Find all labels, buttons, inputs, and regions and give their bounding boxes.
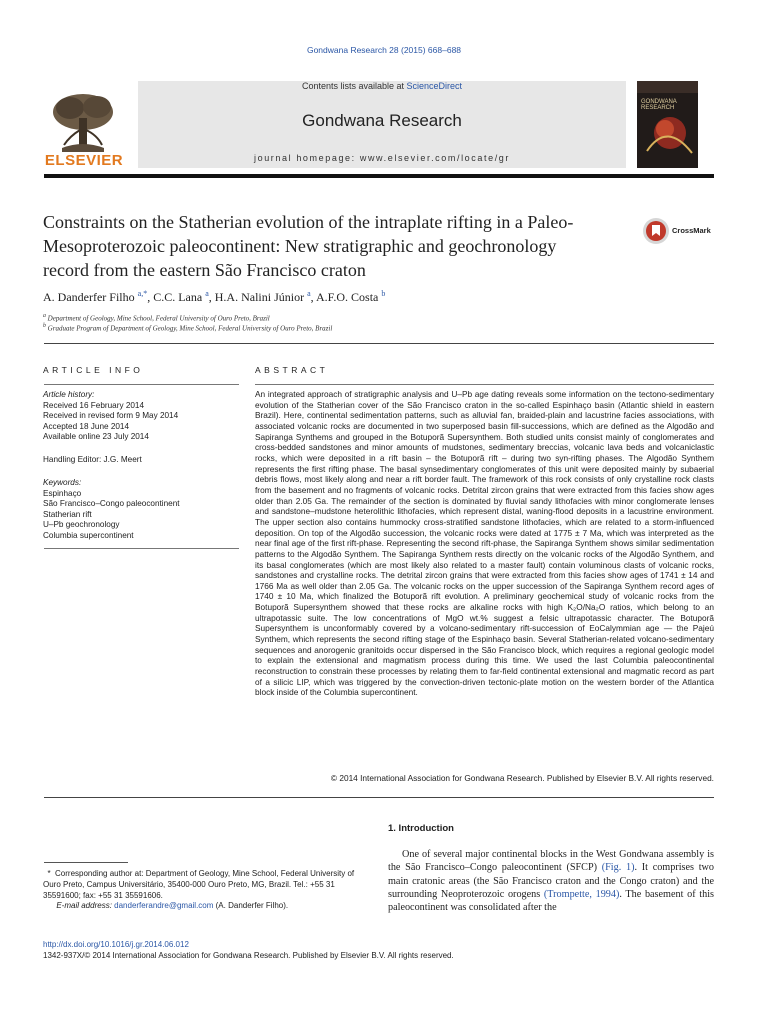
article-info-heading: ARTICLE INFO bbox=[43, 365, 144, 375]
paper-title: Constraints on the Statherian evolution of the intraplate rifting in a Paleo-Mesoproterozoic paleocontinent: New stratigraphic and geochronology record from the eastern São Francisco craton bbox=[43, 212, 574, 280]
abstract-rule bbox=[255, 384, 714, 385]
keywords bbox=[43, 478, 243, 541]
affiliation-mark: a bbox=[43, 313, 46, 319]
affiliation-a bbox=[43, 313, 270, 322]
issn-line: 1342-937X/© 2014 International Association for Gondwana Research. Published by Elsevier B.V. All rights reserved. bbox=[43, 951, 454, 960]
keyword: U–Pb geochronology bbox=[43, 520, 120, 529]
author-name[interactable]: A.F.O. Costa bbox=[316, 290, 379, 304]
email-suffix: (A. Danderfer Filho). bbox=[213, 901, 289, 911]
doi-link[interactable]: http://dx.doi.org/10.1016/j.gr.2014.06.012 bbox=[43, 940, 189, 949]
author-affiliation-mark[interactable]: b bbox=[381, 289, 386, 298]
header-divider bbox=[44, 174, 714, 178]
handling-editor: Handling Editor: J.G. Meert bbox=[43, 455, 142, 464]
keyword: Columbia supercontinent bbox=[43, 530, 134, 540]
introduction-heading: 1. Introduction bbox=[388, 823, 454, 834]
section-divider bbox=[44, 797, 714, 798]
author-affiliation-mark[interactable]: a bbox=[205, 289, 209, 298]
corresponding-author-footnote bbox=[43, 869, 373, 912]
history-item: Accepted 18 June 2014 bbox=[43, 421, 130, 431]
intro-text: . It comprises two main cratonic areas (the São Francisco craton and the Congo craton) and the surrounding Neoproterozoic orogens bbox=[388, 862, 714, 900]
author-name[interactable]: A. Danderfer Filho bbox=[43, 290, 135, 304]
abstract-text: An integrated approach of stratigraphic analysis and U–Pb age dating reveals some information on the tectono-sedimentary evolution of the Statherian cover of the São Francisco craton in the so-called Espinhaço basin (Atlantic shield in eastern Brazil). Here, continental sedimentation patterns, such as alluvial fan, braided-plain and lacustrine facies associations, with associated volcanic rocks are documented in two superposed basin fill-successions, which are defined as the Algodão and Sapiranga Synthems and grouped in the Botuporã Supersynthem. Both studied units consist mainly of conglomerates and cross-bedded sandstones and minor amounts of mudstones, sedimentary breccias, volcanic lava beds and volcaniclastic rocks, which were deposited in a rift basin – the Botuporã rift – during two syn-rifting phases. The Algodão Synthem represents the first rifting phase. The basal synsedimentary conglomerates of this unit were deposited mainly by subaerial debris flows, most likely along and near a rift border fault. The framework of this rock consists of only crystalline rock clasts from the basement and no fragments of volcanic rocks. Detrital zircon grains that were extracted from this facies show ages older than 2.05 Ga. The remainder of the section is dominated by fluvial sandy lithofacies with minor conglomerate lenses and sandstone–mudstone heterolithic lithofacies, which represent distal, waning-flood deposits in a lacustrine environment. The upper section also contains hummocky cross-stratified sandstone lithofacies, which are related to a storm-influenced deposition. On top of the Algodão succession, the volcanic rocks were dated at 1775 ± 7 Ma, which was interpreted as the near final age of the first rift-phase. Representing the second rift-phase, the Sapiranga Synthem shows similar sedimentation patterns to the Algodão Synthem. The Sapiranga Synthem rests directly on the volcanic rocks of the Algodão Synthem, and its basal conglomerates (which are most likely also related to a master fault) contain voluminous clasts of volcanic rocks, sandstones and crystalline rocks. The detrital zircon grains that were extracted from this facies show ages of 1741 ± 14 and 1766 Ma as well older than 2.05 Ga. The volcanic rocks on the upper succession of the Sapiranga Synthem record ages of 1740 ± 10 Ma, which finalized the Botuporã rift evolution. A preliminary geochemical study of volcanic rocks from the Botuporã Supersynthem showed that these rocks are alkaline rocks with high K₂O/Na₂O ratios, which belong to an ultrapotassic suite. The low concentrations of MgO wt.% suggest a felsic ultrapotassic character. The Botuporã Supersynthem is unconformably covered by a volcano-sedimentary rift-succession of EoCalymmian age — the Pajeú Synthem, which represents the second rifting stage of the Espinhaço basin. Several Statherian-related volcano-sedimentary sequences and anorogenic granitoids occur dispersed in the São Francisco block, which requires a regional geologic model to explain the extensional and magmatism process during this time. We used the last Columbia paleocontinental reconstruction to constrain these processes by relating them to far-field continental extensional and magmatic record as part of a silicic LIP, which was triggered by the convection-driven tectonic-plate motion on the western border of the Atlantica block inside of the Columbia supercontinent. bbox=[255, 389, 714, 698]
affiliation-text: Department of Geology, Mine School, Federal University of Ouro Preto, Brazil bbox=[47, 314, 270, 323]
article-info-rule bbox=[44, 384, 239, 385]
reference-link[interactable]: (Trompette, 1994) bbox=[543, 888, 620, 900]
keywords-label: Keywords: bbox=[43, 478, 82, 487]
footnote-mark: * bbox=[47, 869, 51, 878]
journal-cover-image bbox=[637, 81, 698, 168]
history-item: Received 16 February 2014 bbox=[43, 400, 145, 410]
abstract-copyright: © 2014 International Association for Gondwana Research. Published by Elsevier B.V. All rights reserved. bbox=[330, 773, 714, 783]
affiliation-b bbox=[43, 323, 332, 332]
history-item: Received in revised form 9 May 2014 bbox=[43, 411, 179, 420]
author-name[interactable]: H.A. Nalini Júnior bbox=[214, 290, 305, 304]
author-name[interactable]: C.C. Lana bbox=[153, 290, 203, 304]
footnote-email-line bbox=[43, 901, 373, 912]
keyword: São Francisco–Congo paleocontinent bbox=[43, 499, 180, 508]
footnote-rule bbox=[44, 862, 128, 863]
journal-title: Gondwana Research bbox=[302, 111, 462, 130]
affiliation-mark: b bbox=[43, 323, 46, 329]
article-info-bottom-rule bbox=[44, 548, 239, 549]
history-item: Available online 23 July 2014 bbox=[43, 432, 149, 441]
crossmark-label: CrossMark bbox=[672, 226, 711, 235]
introduction-paragraph bbox=[388, 848, 714, 914]
footnote-text: Corresponding author at: Department of Geology, Mine School, Federal University of Ouro Preto, Campus Universitário, 35400-000 Ouro Preto, MG, Brazil. Tel.: +55 31 35591600; fax: +55 31 35591606. bbox=[43, 869, 355, 900]
journal-homepage[interactable]: journal homepage: www.elsevier.com/locate/gr bbox=[254, 153, 510, 163]
abstract-heading: ABSTRACT bbox=[255, 365, 329, 375]
affiliation-text: Graduate Program of Department of Geology, Mine School, Federal University of Ouro Preto, Brazil bbox=[47, 324, 333, 333]
sciencedirect-link[interactable]: ScienceDirect bbox=[406, 81, 463, 91]
contents-line bbox=[138, 81, 626, 91]
keyword: Espinhaço bbox=[43, 488, 82, 498]
author-list: A. Danderfer Filho $^{a,*}$, C.C. Lana $^a$, H.A. Nalini Júnior $^a$, A.F.O. Costa $^b$ bbox=[43, 289, 386, 304]
keyword: Statherian rift bbox=[43, 509, 92, 519]
article-history bbox=[43, 390, 243, 443]
contents-prefix: Contents lists available at bbox=[301, 81, 407, 91]
journal-reference-link[interactable]: Gondwana Research 28 (2015) 668–688 bbox=[306, 45, 462, 55]
intro-text: . The basement of this paleocontinent was consolidated after the bbox=[388, 888, 714, 914]
figure-1-link[interactable]: (Fig. 1) bbox=[601, 862, 635, 874]
footnote-text-line bbox=[43, 869, 373, 901]
history-label: Article history: bbox=[43, 390, 95, 399]
email-link[interactable]: danderferandre@gmail.com bbox=[114, 901, 214, 911]
section-divider bbox=[44, 343, 714, 344]
cover-title: GONDWANA RESEARCH bbox=[641, 99, 677, 111]
author-affiliation-mark[interactable]: a bbox=[307, 289, 311, 298]
author-affiliation-mark[interactable]: a,* bbox=[137, 289, 148, 298]
email-label: E-mail address: bbox=[56, 901, 115, 911]
elsevier-wordmark: ELSEVIER bbox=[44, 152, 124, 169]
intro-text: One of several major continental blocks in the West Gondwana assembly is the São Francisco–Congo paleocontinent (SFCP) bbox=[388, 849, 714, 874]
